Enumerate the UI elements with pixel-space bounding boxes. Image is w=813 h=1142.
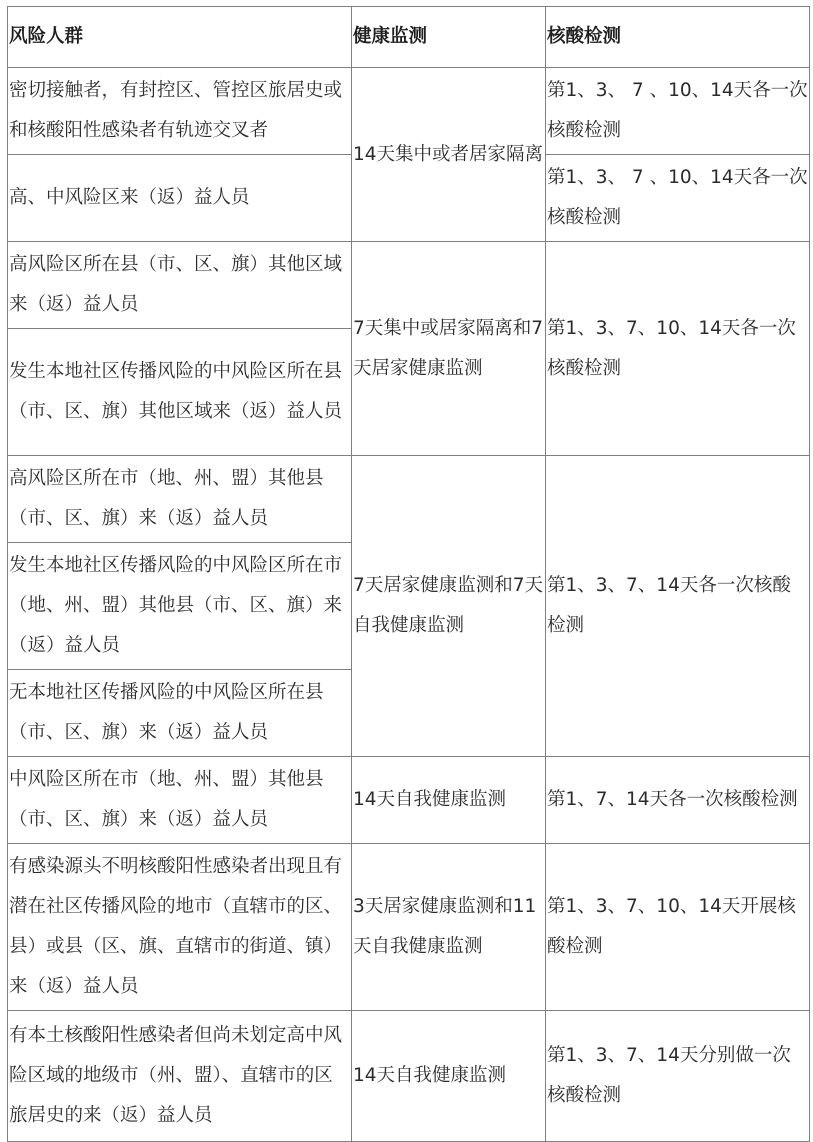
header-health-monitoring: 健康监测 [352, 7, 546, 68]
risk-group-cell: 有感染源头不明核酸阳性感染者出现且有潜在社区传播风险的地市（直辖市的区、县）或县（区、旗、直辖市的街道、镇）来（返）益人员 [8, 844, 352, 1011]
risk-group-cell: 有本土核酸阳性感染者但尚未划定高中风险区域的地级市（州、盟）、直辖市的区旅居史的来（返）益人员 [8, 1011, 352, 1142]
risk-group-cell: 中风险区所在市（地、州、盟）其他县（市、区、旗）来（返）益人员 [8, 757, 352, 844]
risk-group-cell: 高风险区所在市（地、州、盟）其他县（市、区、旗）来（返）益人员 [8, 456, 352, 543]
table-row [8, 242, 810, 329]
test-cell: 第1、3、7、10、14天各一次核酸检测 [546, 242, 810, 456]
risk-group-cell: 密切接触者，有封控区、管控区旅居史或和核酸阳性感染者有轨迹交叉者 [8, 68, 352, 155]
table-header-row [8, 7, 810, 68]
risk-group-cell: 发生本地社区传播风险的中风险区所在县（市、区、旗）其他区域来（返）益人员 [8, 329, 352, 456]
risk-group-table [7, 6, 810, 1142]
header-nucleic-test: 核酸检测 [546, 7, 810, 68]
monitoring-cell: 7天居家健康监测和7天自我健康监测 [352, 456, 546, 757]
risk-group-cell: 高、中风险区来（返）益人员 [8, 155, 352, 242]
test-cell: 第1、3、7、14天各一次核酸检测 [546, 456, 810, 757]
table-row [8, 1011, 810, 1142]
test-cell: 第1、3、 7 、10、14天各一次核酸检测 [546, 68, 810, 155]
monitoring-cell: 7天集中或居家隔离和7天居家健康监测 [352, 242, 546, 456]
monitoring-cell: 14天自我健康监测 [352, 1011, 546, 1142]
risk-group-cell: 发生本地社区传播风险的中风险区所在市（地、州、盟）其他县（市、区、旗）来（返）益人员 [8, 543, 352, 670]
table-row [8, 757, 810, 844]
test-cell: 第1、7、14天各一次核酸检测 [546, 757, 810, 844]
risk-group-cell: 高风险区所在县（市、区、旗）其他区域来（返）益人员 [8, 242, 352, 329]
test-cell: 第1、3、 7 、10、14天各一次核酸检测 [546, 155, 810, 242]
monitoring-cell: 14天自我健康监测 [352, 757, 546, 844]
monitoring-cell: 3天居家健康监测和11天自我健康监测 [352, 844, 546, 1011]
monitoring-cell: 14天集中或者居家隔离 [352, 68, 546, 242]
header-risk-group: 风险人群 [8, 7, 352, 68]
table-row [8, 68, 810, 155]
test-cell: 第1、3、7、14天分别做一次核酸检测 [546, 1011, 810, 1142]
test-cell: 第1、3、7、10、14天开展核酸检测 [546, 844, 810, 1011]
table-row [8, 844, 810, 1011]
table-row [8, 456, 810, 543]
risk-group-cell: 无本地社区传播风险的中风险区所在县（市、区、旗）来（返）益人员 [8, 670, 352, 757]
